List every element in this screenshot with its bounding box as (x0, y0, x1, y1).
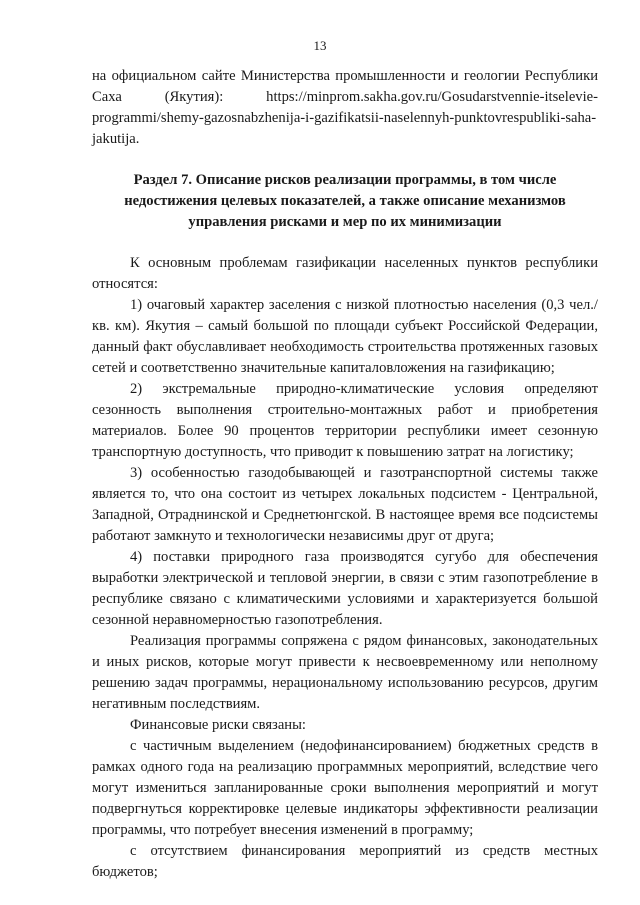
paragraph-risks: Реализация программы сопряжена с рядом финансовых, законодательных и иных рисков, которые могут привести к несвоевременному или неполному решению задач программы, нерациональному использованию ресурсов, другим негативным последствиям. (92, 633, 598, 712)
paragraph-problem-4: 4) поставки природного газа производятся сугубо для обеспечения выработки электрической и тепловой энергии, в связи с этим газопотребление в республике связано с климатическими условиями и характеризуется большой сезонной неравномерностью газопотребления. (92, 549, 598, 628)
section-heading: Раздел 7. Описание рисков реализации программы, в том числе недостижения целевых показателей, а также описание механизмов управления рисками и мер по их минимизации (124, 172, 566, 230)
page-number: 13 (313, 38, 327, 53)
paragraph-problem-3: 3) особенностью газодобывающей и газотранспортной системы также является то, что она состоит из четырех локальных подсистем - Центральной, Западной, Отраднинской и Среднетюнгской. В настоящее время все подсистемы работают замкнуто и технологически независимы друг от друга; (92, 465, 598, 544)
paragraph-financial-risks: Финансовые риски связаны: (130, 717, 306, 733)
paragraph-problem-1: 1) очаговый характер заселения с низкой плотностью населения (0,3 чел./кв. км). Якутия – самый большой по площади субъект Российской Федерации, данный факт обуславливает необходимость строительства протяженных газовых сетей и соответственно значительные капиталовложения на газификацию; (92, 297, 598, 376)
paragraph-financial-risk-1: с частичным выделением (недофинансированием) бюджетных средств в рамках одного года на реализацию программных мероприятий, вследствие чего могут измениться запланированные сроки выполнения мероприятий и могут подвергнуться корректировке целевые индикаторы эффективности реализации программы, что потребует внесения изменений в программу; (92, 738, 598, 838)
paragraph-financial-risk-2: с отсутствием финансирования мероприятий из средств местных бюджетов; (92, 843, 598, 880)
paragraph-problem-2: 2) экстремальные природно-климатические условия определяют сезонность выполнения строительно-монтажных работ и приобретения материалов. Более 90 процентов территории республики имеет сезонную транспортную доступность, что приводит к повышению затрат на логистику; (92, 381, 598, 460)
intro-paragraph: на официальном сайте Министерства промышленности и геологии Республики Саха (Якутия): https://minprom.sakha.gov.ru/Gosudarstvennie-itselevie-programmi/shemy-gazosnabzhenija-i-gazifikatsii-naselennyh-punktovrespubliki-saha-jakutija. (92, 68, 598, 147)
paragraph-problems-intro: К основным проблемам газификации населенных пунктов республики относятся: (92, 255, 598, 292)
page-content (92, 66, 598, 883)
